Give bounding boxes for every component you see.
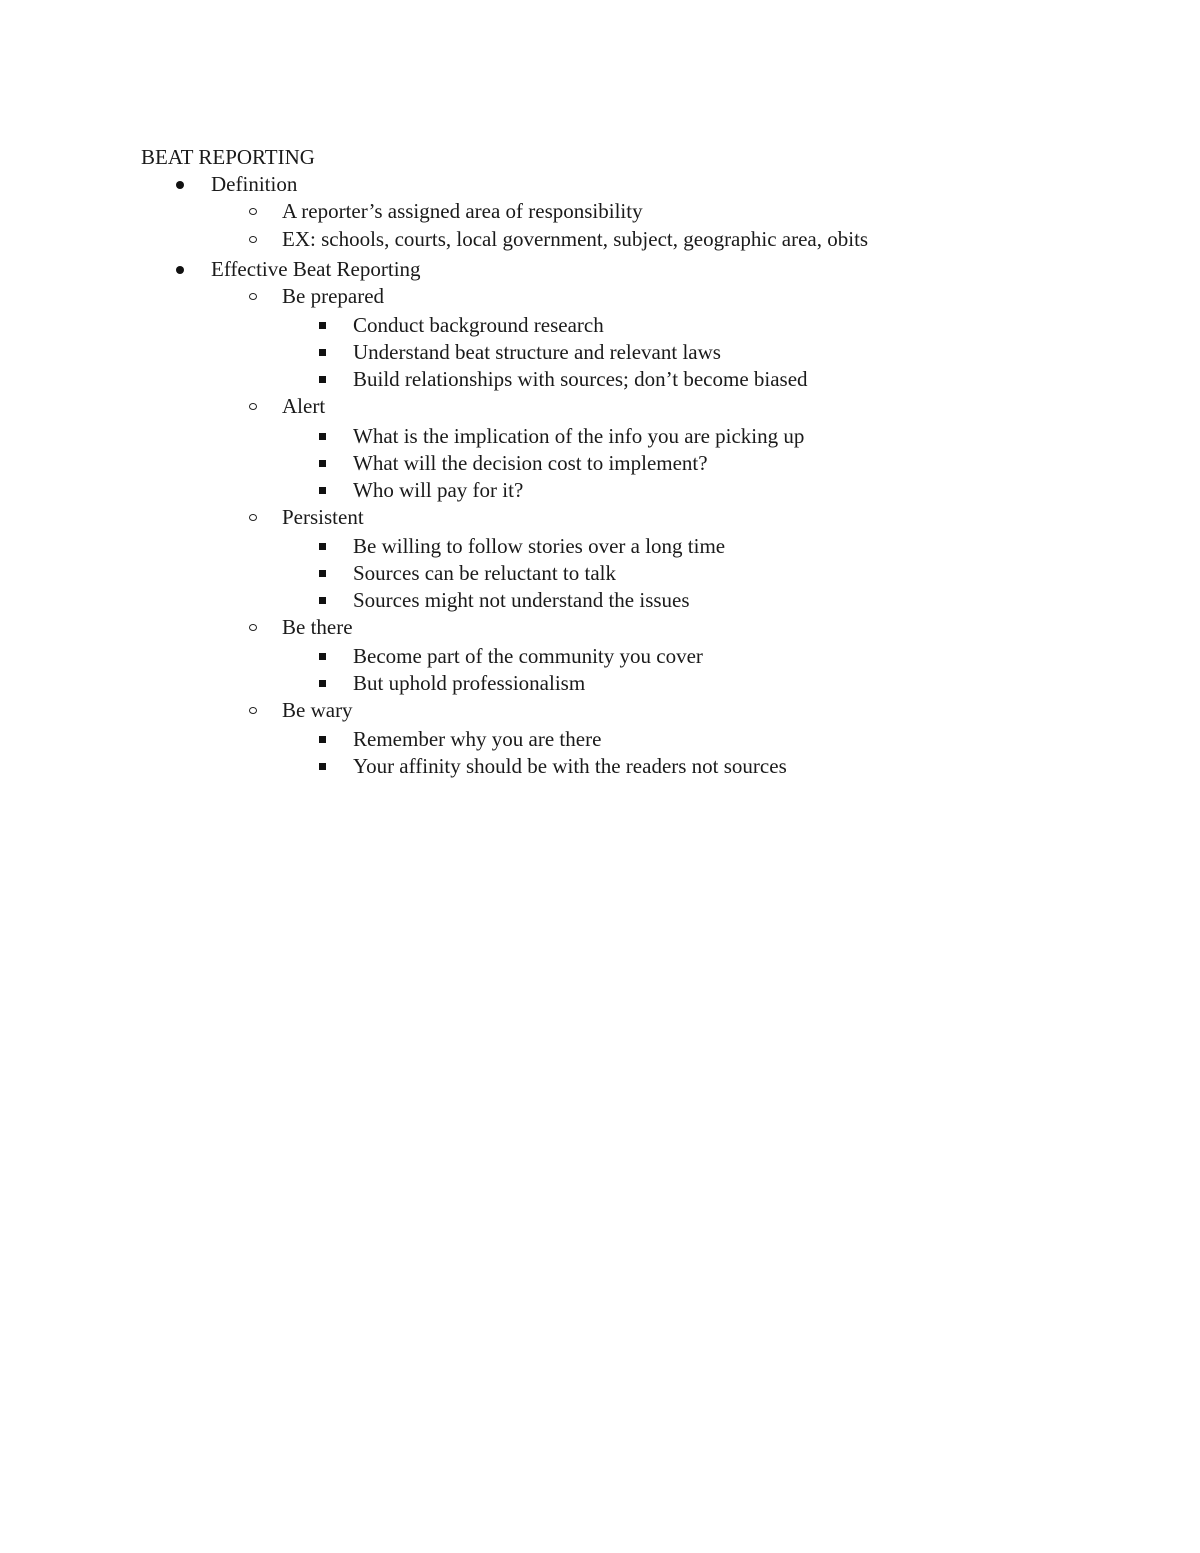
- bullet-circle-icon: [249, 707, 257, 714]
- bullet-circle-icon: [249, 208, 257, 215]
- outline-subitem: What is the implication of the info you are picking up: [353, 424, 805, 448]
- outline-item: EX: schools, courts, local government, subject, geographic area, obits: [282, 227, 869, 251]
- outline-subitem: Sources might not understand the issues: [353, 588, 690, 612]
- bullet-square-icon: [319, 322, 326, 329]
- bullet-square-icon: [319, 736, 326, 743]
- outline-item: Persistent: [282, 505, 364, 529]
- outline-subitem: Build relationships with sources; don’t become biased: [353, 367, 808, 391]
- outline-item: Be wary: [282, 698, 353, 722]
- bullet-circle-icon: [249, 514, 257, 521]
- outline-item: Be prepared: [282, 284, 385, 308]
- document-title: BEAT REPORTING: [141, 145, 315, 169]
- outline-subitem: Who will pay for it?: [353, 478, 524, 502]
- bullet-square-icon: [319, 433, 326, 440]
- bullet-square-icon: [319, 376, 326, 383]
- bullet-square-icon: [319, 460, 326, 467]
- bullet-square-icon: [319, 543, 326, 550]
- outline-subitem: Become part of the community you cover: [353, 644, 703, 668]
- bullet-dot-icon: [176, 266, 184, 274]
- outline-item: Alert: [282, 394, 326, 418]
- outline-subitem: Remember why you are there: [353, 727, 602, 751]
- bullet-circle-icon: [249, 624, 257, 631]
- bullet-square-icon: [319, 570, 326, 577]
- outline-subitem: Sources can be reluctant to talk: [353, 561, 616, 585]
- outline-subitem: But uphold professionalism: [353, 671, 586, 695]
- outline-item: Be there: [282, 615, 353, 639]
- outline-subitem: Understand beat structure and relevant laws: [353, 340, 721, 364]
- section-heading: Definition: [211, 172, 298, 196]
- bullet-square-icon: [319, 349, 326, 356]
- bullet-circle-icon: [249, 293, 257, 300]
- outline-subitem: What will the decision cost to implement?: [353, 451, 708, 475]
- bullet-dot-icon: [176, 181, 184, 189]
- bullet-square-icon: [319, 597, 326, 604]
- bullet-square-icon: [319, 487, 326, 494]
- bullet-square-icon: [319, 653, 326, 660]
- outline-item: A reporter’s assigned area of responsibility: [282, 199, 643, 223]
- bullet-square-icon: [319, 763, 326, 770]
- section-heading: Effective Beat Reporting: [211, 257, 421, 281]
- outline-subitem: Your affinity should be with the readers not sources: [353, 754, 787, 778]
- bullet-circle-icon: [249, 403, 257, 410]
- outline-subitem: Be willing to follow stories over a long time: [353, 534, 726, 558]
- outline-subitem: Conduct background research: [353, 313, 604, 337]
- bullet-circle-icon: [249, 236, 257, 243]
- bullet-square-icon: [319, 680, 326, 687]
